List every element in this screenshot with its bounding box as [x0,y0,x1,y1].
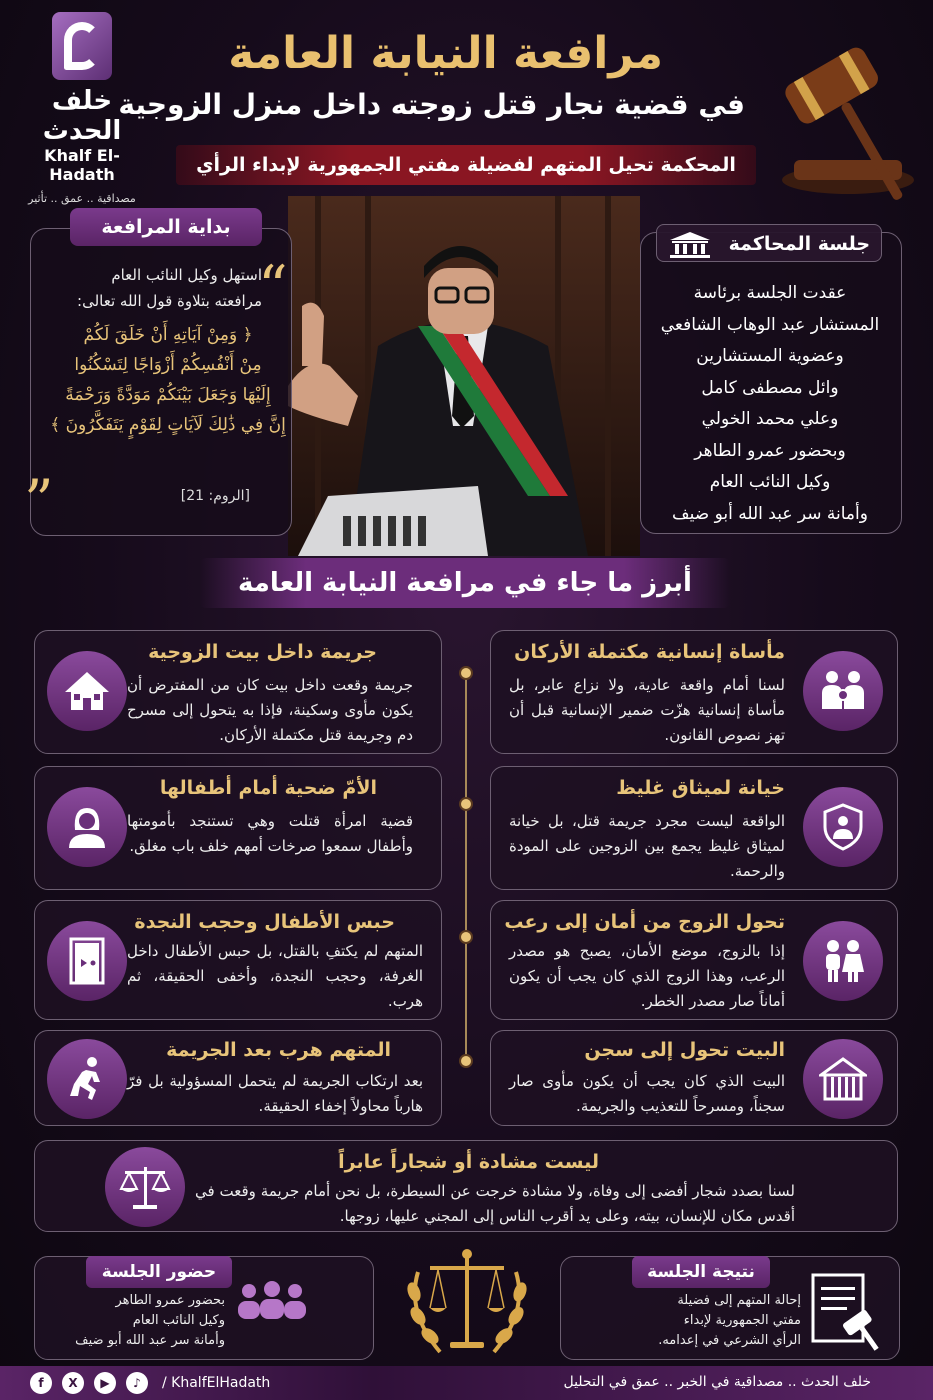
highlights-title: أبرز ما جاء في مرافعة النيابة العامة [200,558,730,608]
card-text: البيت الذي كان يجب أن يكون مأوى صار سجناً، ومسرحاً للتعذيب والجريمة. [509,1072,785,1115]
card-text: لسنا بصدد شجار أفضى إلى وفاة، ولا مشادة خرجت عن السيطرة، بل نحن أمام جريمة وقعت في أقدس مكان للإنسان، بيته، وعلى يد أقرب الناس إلى المجني عليها، زوجها. [195,1182,795,1225]
card-text: قضية امرأة قتلت وهي تستنجد بأمومتها وأطفال سمعوا صرخات أمهم خلف باب مغلق. [127,812,413,855]
timeline-line [465,672,467,1060]
card-title: حبس الأطفال وحجب النجدة [134,911,395,933]
page-title: مرافعة النيابة العامة [228,28,663,79]
verse-line: مِنْ أَنْفُسِكُمْ أَزْوَاجًا لِتَسْكُنُوا [74,355,262,375]
footer-slogan: خلف الحدث .. مصداقية في الخبر .. عمق في التحليل [563,1374,871,1390]
card-text: لسنا أمام واقعة عادية، ولا نزاع عابر، بل مأساة إنسانية هزّت ضمير الإنسانية قبل أن تهز نصوص القانون. [509,676,785,744]
verse-reference: [الروم: 21] [180,488,250,504]
verse-line: إِلَيْهَا وَجَعَلَ بَيْنَكُمْ مَوَدَّةً وَرَحْمَةً [65,385,271,405]
couple-icon [803,921,883,1001]
card-children-detained [34,900,442,1020]
session-line: عقدت الجلسة برئاسة [693,283,847,303]
session-line: وكيل النائب العام [709,472,831,492]
card-title: خيانة لميثاق غليظ [616,777,785,799]
session-line: وائل مصطفى كامل [701,377,839,398]
card-text: المتهم لم يكتفِ بالقتل، بل حبس الأطفال داخل الغرفة، وحجب النجدة، وأخفى الحقيقة، ثم هرب. [127,942,423,1010]
shield-person-icon [803,787,883,867]
card-fled [34,1030,442,1126]
verse-line: إِنَّ فِي ذَٰلِكَ لَآيَاتٍ لِقَوْمٍ يَتَفَكَّرُونَ ﴾ [50,415,286,435]
social-bar [30,1372,270,1394]
card-text: بعد ارتكاب الجريمة لم يتحمل المسؤولية بل فرّ هارباً محاولاً إخفاء الحقيقة. [127,1072,423,1115]
session-line: المستشار عبد الوهاب الشافعي [660,314,880,335]
card-betrayal [490,766,898,890]
card-title: تحول الزوج من أمان إلى رعب [504,911,785,933]
brand-name-en: Khalf El-Hadath [44,146,120,184]
gavel-icon [760,30,920,200]
card-husband-terror [490,900,898,1020]
prosecutor-photo [288,196,640,556]
brand-name-ar: خلف الحدث [42,86,122,146]
running-icon [47,1039,127,1119]
timeline-dot [459,797,473,811]
result-line: مفتي الجمهورية لإبداء [683,1313,801,1328]
tiktok-icon[interactable]: ♪ [126,1372,148,1394]
card-mother-victim [34,766,442,890]
opening-intro-line: استهل وكيل النائب العام [111,266,262,284]
youtube-icon[interactable]: ▶ [94,1372,116,1394]
verse-line: ﴿ وَمِنْ آيَاتِهِ أَنْ خَلَقَ لَكُمْ [83,325,253,345]
woman-icon [47,787,127,867]
group-icon [235,1281,309,1325]
card-title: ليست مشادة أو شجاراً عابراً [338,1151,599,1173]
session-line: وبحضور عمرو الطاهر [694,440,846,461]
x-twitter-icon[interactable]: X [62,1372,84,1394]
card-title: البيت تحول إلى سجن [584,1039,785,1061]
prison-house-icon [803,1039,883,1119]
footer [0,1366,933,1400]
result-line: الرأي الشرعي في إعدامه. [658,1333,801,1348]
opening-intro [46,262,262,314]
quran-verse [46,320,290,440]
card-title: جريمة داخل بيت الزوجية [148,641,377,663]
scales-icon [105,1147,185,1227]
card-title: مأساة إنسانية مكتملة الأركان [514,641,785,663]
session-title: جلسة المحاكمة [728,233,871,255]
result-title: نتيجة الجلسة [632,1256,770,1288]
session-details [650,278,890,530]
card-not-quarrel [34,1140,898,1232]
opening-intro-line: مرافعته بتلاوة قول الله تعالى: [77,292,262,310]
logo-mark-icon [52,12,112,80]
document-gavel-icon [807,1271,883,1355]
house-icon [47,651,127,731]
facebook-icon[interactable]: f [30,1372,52,1394]
timeline-dot [459,1054,473,1068]
timeline-dot [459,930,473,944]
family-icon [803,651,883,731]
justice-scale-icon [400,1242,534,1364]
card-human-tragedy [490,630,898,754]
quote-close-icon: ” [24,467,54,535]
timeline-dot [459,666,473,680]
attendance-line: وأمانة سر عبد الله أبو ضيف [75,1333,225,1348]
session-line: وعلي محمد الخولي [701,409,839,429]
brand-tagline: مصداقية .. عمق .. تأثير [28,192,136,205]
page-subtitle: في قضية نجار قتل زوجته داخل منزل الزوجية [118,88,745,121]
card-title: المتهم هرب بعد الجريمة [166,1039,391,1061]
attendance-line: وكيل النائب العام [132,1313,225,1328]
card-text: إذا بالزوج، موضع الأمان، يصبح هو مصدر الرعب، وهذا الزوج الذي كان يجب أن يكون أماناً صار مصدر الخطر. [509,942,785,1010]
card-home-prison [490,1030,898,1126]
attendance-title: حضور الجلسة [86,1256,232,1288]
attendance-line: بحضور عمرو الطاهر [115,1293,225,1308]
card-text: الواقعة ليست مجرد جريمة قتل، بل خيانة لميثاق غليظ يجمع بين الزوجين على المودة والرحمة. [509,812,785,880]
card-text: جريمة وقعت داخل بيت كان من المفترض أن يكون مأوى وسكينة، فإذا به يتحول إلى مسرح دم وجريمة قتل مكتملة الأركان. [127,676,413,744]
card-crime-in-home [34,630,442,754]
session-line: وعضوية المستشارين [696,346,844,366]
result-line: إحالة المتهم إلى فضيلة [677,1293,801,1308]
banner-referral: المحكمة تحيل المتهم لفضيلة مفتي الجمهورية لإبداء الرأي [176,145,756,185]
opening-title: بداية المرافعة [70,208,262,246]
social-handle[interactable]: / KhalfElHadath [162,1375,271,1391]
result-lines [611,1291,801,1351]
door-icon [47,921,127,1001]
courthouse-icon [668,231,712,259]
attendance-lines [45,1291,225,1351]
card-title: الأمّ ضحية أمام أطفالها [159,777,377,799]
session-title-box [656,224,882,262]
quote-open-icon: “ [258,253,288,321]
session-line: وأمانة سر عبد الله أبو ضيف [672,503,868,524]
